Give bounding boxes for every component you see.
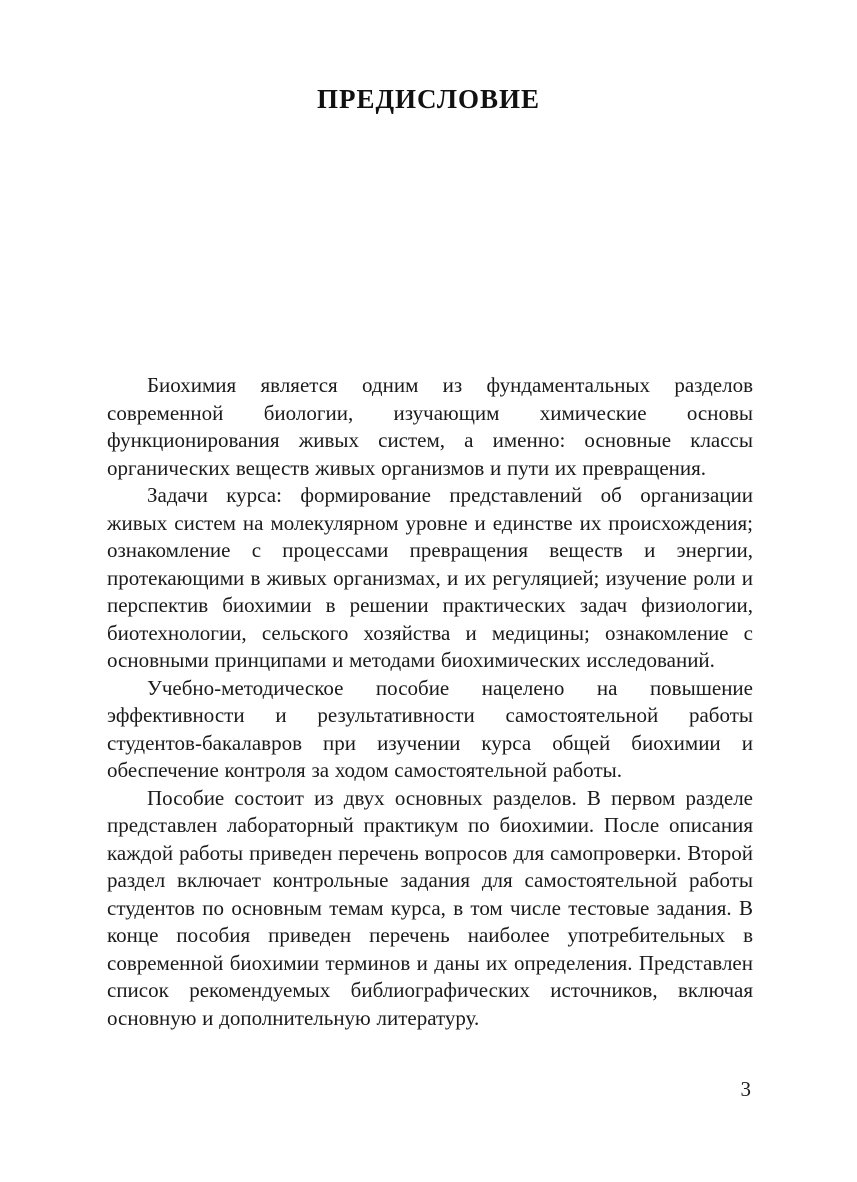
paragraph: Пособие состоит из двух основных разделов. В первом разделе представлен лабораторный практикум по биохимии. После описания каждой работы приведен перечень вопросов для самопроверки. Второй раздел включает контрольные задания для самостоятельной работы студентов по основным темам курса, в том числе тестовые задания. В конце пособия приведен перечень наиболее употребительных в современной биохимии терминов и даны их определения. Представлен список рекомендуемых библиографических источников, включая основную и дополнительную литературу. xyxy=(107,785,753,1030)
page-number: 3 xyxy=(740,1077,751,1101)
paragraph: Учебно-методическое пособие нацелено на повышение эффективности и результативности самостоятельной работы студентов-бакалавров при изучении курса общей биохимии и обеспечение контроля за ходом самостоятельной работы. xyxy=(107,675,753,782)
page-body xyxy=(107,372,753,1032)
page-title: ПРЕДИСЛОВИЕ xyxy=(316,84,541,114)
paragraph: Биохимия является одним из фундаментальных разделов современной биологии, изучающим химические основы функционирования живых систем, а именно: основные классы органических веществ живых организмов и пути их превращения. xyxy=(107,373,753,480)
paragraph: Задачи курса: формирование представлений об организации живых систем на молекулярном уровне и единстве их происхождения; ознакомление с процессами превращения веществ и энергии, протекающими в живых организмах, и их регуляцией; изучение роли и перспектив биохимии в решении практических задач физиологии, биотехнологии, сельского хозяйства и медицины; ознакомление с основными принципами и методами биохимических исследований. xyxy=(107,483,753,672)
